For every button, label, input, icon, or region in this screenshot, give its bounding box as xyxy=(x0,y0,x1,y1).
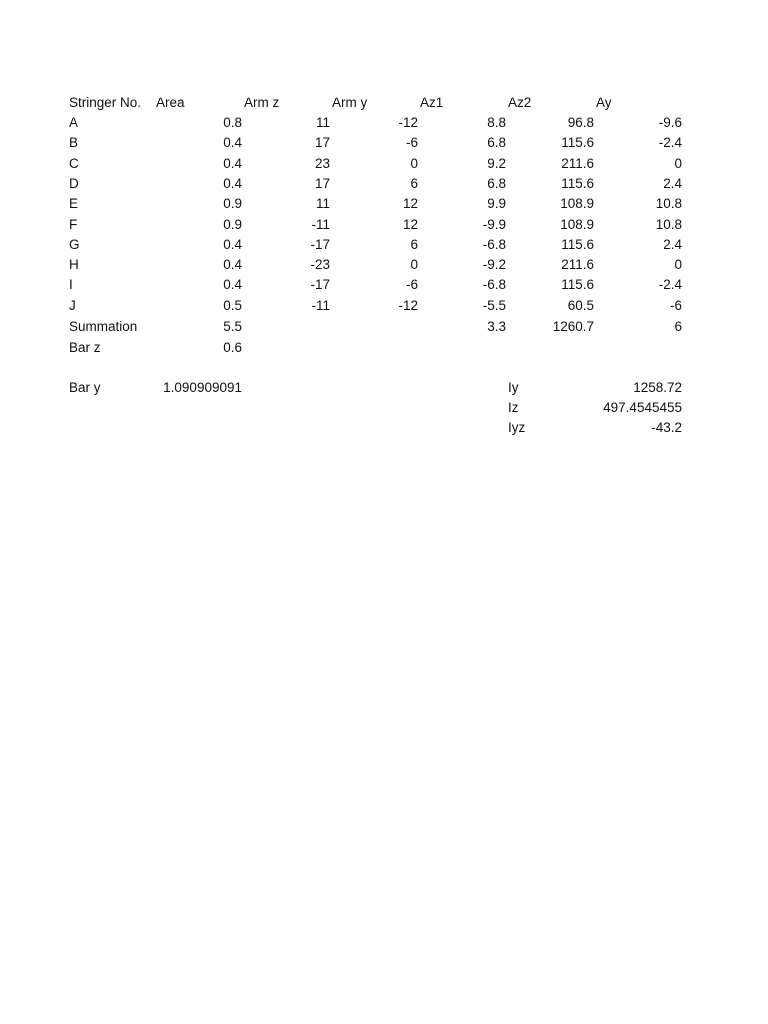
stringer-id: H xyxy=(69,257,79,273)
az1-cell: -6.8 xyxy=(482,277,506,293)
area-cell: 0.4 xyxy=(223,155,242,171)
arm-y-cell: -6 xyxy=(405,135,418,151)
stringer-id: J xyxy=(69,297,76,313)
az2-cell: 108.9 xyxy=(560,216,594,232)
iyz-value: -43.2 xyxy=(651,420,682,435)
ay-cell: -2.4 xyxy=(658,277,682,293)
header-ay: Ay xyxy=(596,95,612,110)
arm-z-cell: -11 xyxy=(311,216,330,232)
az1-cell: 6.8 xyxy=(487,175,506,191)
ay-cell: 0 xyxy=(674,257,682,273)
area-cell: 0.9 xyxy=(223,196,242,212)
stringer-id: G xyxy=(69,236,80,252)
az2-cell: 115.6 xyxy=(561,277,594,293)
ay-cell: -2.4 xyxy=(658,135,682,151)
az1-cell: -6.8 xyxy=(482,236,506,252)
arm-z-cell: -17 xyxy=(310,277,330,293)
az2-cell: 60.5 xyxy=(567,297,594,313)
area-cell: 0.9 xyxy=(223,216,242,232)
arm-y-cell: 0 xyxy=(410,155,418,171)
bar-z-value: 0.6 xyxy=(223,340,242,355)
arm-y-cell: 6 xyxy=(410,175,418,191)
ay-cell: 10.8 xyxy=(655,216,682,232)
ay-cell: 2.4 xyxy=(663,175,682,191)
az1-cell: 6.8 xyxy=(487,135,506,151)
arm-z-cell: 23 xyxy=(314,155,330,171)
stringer-id: B xyxy=(69,135,79,151)
az2-cell: 211.6 xyxy=(561,155,594,171)
area-cell: 0.5 xyxy=(223,297,242,313)
header-arm-z: Arm z xyxy=(244,95,280,110)
az1-cell: 8.8 xyxy=(487,115,506,130)
arm-z-cell: -23 xyxy=(310,257,330,273)
arm-y-cell: -12 xyxy=(398,115,418,130)
az2-cell: 108.9 xyxy=(560,196,594,212)
az1-cell: 9.2 xyxy=(487,155,506,171)
summation-az2: 1260.7 xyxy=(552,319,594,334)
area-cell: 0.4 xyxy=(223,277,242,293)
az2-cell: 115.6 xyxy=(561,135,594,151)
az1-cell: -5.5 xyxy=(482,297,506,313)
ay-cell: 2.4 xyxy=(663,236,682,252)
header-stringer-no: Stringer No. xyxy=(69,95,142,110)
arm-z-cell: 17 xyxy=(314,175,330,191)
header-area: Area xyxy=(156,95,185,110)
arm-z-cell: 17 xyxy=(314,135,330,151)
area-cell: 0.8 xyxy=(223,115,242,130)
header-arm-y: Arm y xyxy=(332,95,368,110)
az2-cell: 211.6 xyxy=(561,257,594,273)
stringer-id: F xyxy=(69,216,78,232)
iy-label: Iy xyxy=(508,380,519,395)
arm-z-cell: -17 xyxy=(310,236,330,252)
stringer-id: E xyxy=(69,196,79,212)
area-cell: 0.4 xyxy=(223,257,242,273)
az1-cell: 9.9 xyxy=(487,196,506,212)
iz-value: 497.4545455 xyxy=(603,400,682,415)
az1-cell: -9.2 xyxy=(482,257,506,273)
ay-cell: 10.8 xyxy=(655,196,682,212)
stringer-id: D xyxy=(69,175,79,191)
summation-az1: 3.3 xyxy=(487,319,506,334)
area-cell: 0.4 xyxy=(223,135,242,151)
iyz-label: Iyz xyxy=(508,420,526,435)
header-az1: Az1 xyxy=(420,95,444,110)
iy-value: 1258.72 xyxy=(633,380,682,395)
iz-label: Iz xyxy=(508,400,519,415)
arm-y-cell: -6 xyxy=(405,277,418,293)
stringer-id: A xyxy=(69,115,79,130)
arm-y-cell: 12 xyxy=(402,216,418,232)
summation-label: Summation xyxy=(69,319,138,334)
area-cell: 0.4 xyxy=(223,175,242,191)
header-az2: Az2 xyxy=(508,95,532,110)
az2-cell: 96.8 xyxy=(567,115,594,130)
ay-cell: -9.6 xyxy=(658,115,682,130)
ay-cell: 0 xyxy=(674,155,682,171)
summation-area: 5.5 xyxy=(223,319,242,334)
az2-cell: 115.6 xyxy=(561,175,594,191)
az1-cell: -9.9 xyxy=(482,216,506,232)
stringer-id: I xyxy=(69,277,73,293)
summation-ay: 6 xyxy=(674,319,682,334)
arm-y-cell: 12 xyxy=(402,196,418,212)
arm-y-cell: -12 xyxy=(398,297,418,313)
bar-y-value: 1.090909091 xyxy=(163,380,242,395)
arm-z-cell: 11 xyxy=(315,115,330,130)
bar-y-label: Bar y xyxy=(69,380,101,395)
arm-y-cell: 0 xyxy=(410,257,418,273)
arm-z-cell: 11 xyxy=(315,196,330,212)
ay-cell: -6 xyxy=(669,297,682,313)
stringer-id: C xyxy=(69,155,79,171)
arm-z-cell: -11 xyxy=(311,297,330,313)
area-cell: 0.4 xyxy=(223,236,242,252)
arm-y-cell: 6 xyxy=(410,236,418,252)
bar-z-label: Bar z xyxy=(69,340,101,355)
az2-cell: 115.6 xyxy=(561,236,594,252)
